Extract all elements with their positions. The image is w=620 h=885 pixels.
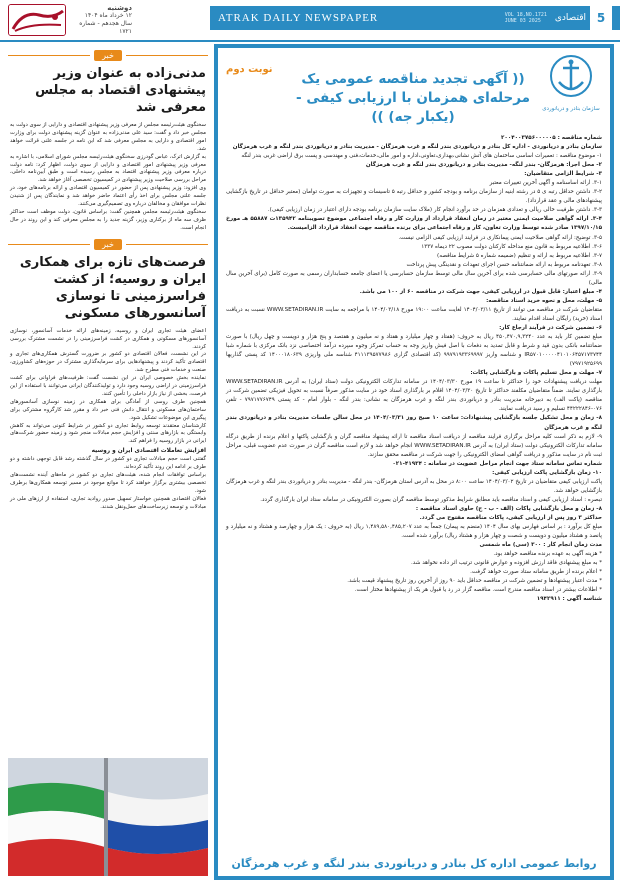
notice-line: * مدت اعتبار پیشنهادها و تضمین شرکت در مناقصه حداقل باید ۹۰ روز از آخرین روز تاریخ پیشنهاد قیمت باشد.	[347, 578, 602, 585]
masthead	[0, 0, 210, 40]
paragraph: به گزارش اترک، عباس گودرزی سخنگوی هیئت‌رئیسه مجلس شورای اسلامی، با اشاره به معرفی وزیر پیشنهادی امور اقتصادی و دارایی از سوی دولت، اظهار کرد: نامه دولت درباره معرفی وزیر پیشنهادی اقتصاد به مجلس رسیده است و طبق آیین‌نامه داخلی، مراحل بررسی صلاحیت وزیر پیشنهادی در کمیسیون تخصصی آغاز خواهد شد.	[10, 153, 206, 184]
notice-line: ۲- محل اجرا: هرمزگان- بندر لنگه- مدیریت بنادر و دریانوردی بندر لنگه و غرب هرمزگان	[365, 162, 602, 169]
notice-line: ۹- لازم به ذکر است کلیه مراحل برگزاری فرایند مناقصه از دریافت اسناد مناقصه تا ارائه پیشنهاد مناقصه گران و بازگشایی پاکتها و اعلام برنده از طریق درگاه سامانه تدارکات الکترونیکی دولت (ستاد ایران) به آدرس WWW.SETADIRAN.IR انجام خواهد شد و لازم است مناقصه گران در صورت عدم عضویت قبلی، مراحل ثبت نام در سایت مذکور و دریافت گواهی امضای الکترونیکی را جهت شرکت در مناقصه محقق سازند.	[226, 433, 603, 458]
header-band	[210, 6, 620, 30]
notice-line: * به مبلغ پیشنهادی فاقد ارزش افزوده و عوارض قانونی ترتیب اثر داده نخواهد شد.	[411, 560, 602, 567]
notice-line: ۶- تضمین شرکت در فرآیند ارجاع کار:	[499, 324, 602, 331]
notice-line: ۷- مهلت و محل تسلیم پاکات و بازگشایی پاکات:	[470, 370, 602, 377]
tender-number: شماره مناقصه : ۲۰۰۴۰۰۳۷۵۶۰۰۰۰۰۵	[500, 135, 602, 141]
notice-line: ۱۰- زمان بازگشایی پاکت ارزیابی کیفی:	[492, 469, 602, 476]
article1-body	[8, 122, 208, 233]
article2-headline: فرصت‌های تازه برای همکاری ایران و روسیه؛ از کشت فراسرزمینی تا نوسازی آسانسورهای مسکونی	[19, 254, 206, 321]
notice-line: ۱- موضوع مناقصه : تعمیرات اساسی ساختمان های آتش نشانی،بهداری،تعاونی،اداره و امور مالی،خدمات،فنی و مهندسی و پست برق اراضی غربی بندر لنگه	[241, 153, 602, 160]
paragraph: همچنین طرف روسی از آمادگی برای همکاری در زمینه نوسازی آسانسورهای ساختمان‌های مسکونی و انتقال دانش فنی خبر داد و مقرر شد کارگروه مشترکی برای پیگیری این موضوعات تشکیل شود.	[10, 398, 206, 421]
notice-title: (( آگهی تجدید مناقصه عمومی یک مرحله‌ای همزمان با ارزیابی کیفی - (یکبار جه) ))	[296, 71, 530, 125]
notice-line: ۳-۴. ارائه گواهی صلاحیت ایمنی معتبر در زمان انعقاد قرارداد از وزارت کار و رفاه اجتماعی موضوع تصویبنامه ۱۳۵۹۴۲ت ۵۵۸۸۷ هـ مورخ ۱۳۹۷/۱۰/۱۵ صادر شده توسط وزارت تعاون، کار و رفاه اجتماعی برای برنده مناقصه جهت انعقاد قرارداد الزامیست.	[226, 216, 602, 232]
masthead-date-text: ۱۲ خرداد ماه ۱۴۰۴	[84, 12, 132, 19]
kicker-label: خبر	[94, 50, 122, 61]
notice-header	[226, 54, 602, 134]
paragraph: وی افزود: وزیر پیشنهادی پس از حضور در کمیسیون اقتصادی و ارائه برنامه‌های خود، در جلسه علنی مجلس برای اخذ رأی اعتماد حاضر خواهد شد و نمایندگان پس از شنیدن نظرات موافقان و مخالفان درباره وی تصمیم‌گیری می‌کنند.	[10, 185, 206, 208]
notice-line: * هزینه آگهی به عهده برنده مناقصه خواهد بود.	[493, 551, 602, 558]
iran-russia-flags-photo	[8, 758, 208, 876]
notice-line: شماره تماس سامانه ستاد جهت انجام مراحل عضویت در سامانه : ۴۱۹۳۴-۰۲۱	[392, 460, 602, 467]
paragraph: براساس توافقات انجام شده، هیئت‌های تجاری دو کشور در ماه‌های آینده نشست‌های تخصصی بیشتری برگزار خواهند کرد تا موانع موجود در مسیر توسعه همکاری‌ها برطرف شود.	[10, 472, 206, 494]
paragraph: اعضای هیئت تجاری ایران و روسیه، زمینه‌های ارائه خدمات آسانسور، نوسازی آسانسورهای مسکونی و همکاری در کشت فراسرزمینی را در نشست مشترک بررسی کردند.	[10, 327, 206, 350]
notice-line: ۸- زمان و محل بازگشایی پاکات (الف - ب - ج) حاوی اسناد مناقصه :	[415, 505, 602, 512]
section-name: اقتصادی	[554, 13, 586, 23]
masthead-day: دوشنبه	[107, 4, 132, 12]
notice-line: ۳-۶. اطلاعیه مربوط به قانون منع مداخله کارکنان دولت مصوب ۲۲ دیماه ۱۳۳۷	[421, 243, 602, 250]
notice-line: ۵- مهلت، محل و نحوه خرید اسناد مناقصه:	[486, 297, 602, 304]
notice-line: پاکت ارزیابی کیفی متقاضیان در تاریخ ۱۴۰۴/۰۳/۰۲ ساعت ۸:۰۰ در محل به آدرس استان هرمزگان- بندر لنگه - مدیریت بنادر و دریانوردی بندر لنگه و غرب هرمزگان بازگشایی خواهد شد.	[226, 478, 603, 494]
page-header	[0, 0, 620, 42]
notice-line: ۳- شرایط الزامی متقاضیان:	[524, 171, 602, 178]
paragraph: سخنگوی هیئت‌رئیسه مجلس همچنین گفت: براساس قانون، دولت موظف است حداکثر ظرف سه ماه از برکناری وزیر، گزینه جدید را به مجلس معرفی کند و این روند در حال انجام است.	[10, 208, 206, 231]
article1-headline: مدنی‌زاده به عنوان وزیر پیشنهادی اقتصاد به مجلس معرفی شد	[35, 66, 206, 115]
paragraph: گفتنی است حجم مبادلات تجاری دو کشور در سال گذشته رشد قابل توجهی داشته و دو طرف بر ادامه این روند تأکید کرده‌اند.	[10, 456, 206, 471]
paragraph: در این نشست، فعالان اقتصادی دو کشور بر ضرورت گسترش همکاری‌های تجاری و اقتصادی تأکید کردند و پیشنهادهایی برای سرمایه‌گذاری مشترک در حوزه‌های کشاورزی، صنعت و خدمات فنی مطرح شد.	[10, 351, 206, 374]
masthead-date	[72, 4, 132, 36]
notice-line: * اطلاعات بیشتر در اسناد مناقصه مندرج است. مناقصه گزار در رد یا قبول هر یک از پیشنهادها مختار است.	[354, 587, 602, 594]
notice-line: حداکثر ۳ روز پس از ارزیابی کیفی، پاکات مناقصه مفتوح می گردد.	[419, 514, 602, 521]
notice-id: شناسه آگهی : ۱۹۴۲۹۱۱	[536, 596, 602, 603]
article2-kicker	[8, 239, 208, 250]
notice-line: ۳-۱. ارائه اساسنامه و آگهی آخرین تغییرات معتبر	[489, 180, 602, 187]
paragraph: کارشناسان معتقدند توسعه روابط تجاری دو کشور در شرایط کنونی می‌تواند به کاهش وابستگی به بازارهای سنتی و افزایش حجم مبادلات منجر شود و زمینه حضور شرکت‌های ایرانی در بازار روسیه را فراهم کند.	[10, 422, 206, 445]
article1-kicker	[8, 50, 208, 61]
paragraph: نماینده بخش خصوصی ایران در این نشست گفت: ظرفیت‌های فراوانی برای کشت فراسرزمینی در اراضی روسیه وجود دارد و تولیدکنندگان ایرانی می‌توانند با استفاده از این فرصت، بخشی از نیاز بازار داخلی را تأمین کنند.	[10, 375, 206, 397]
notice-line: ۳-۹. ارائه صورتهای مالی حسابرسی شده برای آخرین سال مالی توسط سازمان حسابرسی یا اعضای جامعه حسابداران رسمی به صورت کامل (برای آخرین سال مالی)	[226, 270, 602, 286]
anchor-icon	[549, 54, 593, 104]
paper-name: ATRAK DAILY NEWSPAPER	[218, 12, 379, 24]
news-column	[8, 46, 208, 876]
notice-line: مبلغ تضمین کار باید به عدد ۴۵۰,۴۷۰,۹,۳۲۴۰ ریال به حروف: (هفتاد و چهار میلیارد و هفتاد و نه میلیون و هفتصد و پنج هزار و دویست و چهل ریال) با صورت ضمانتنامه بانکی بدون قید و شرط و قابل تمدید به دفعات با اصل فیش واریز وجه به حساب تمرکز وجوه سپرده درآمد اختصاصی نزد بانک مرکزی با شماره شبا IR۵۷۰۱۰۰۰۰۰۴۱۰۱۰۶۴۵۷۱۷۳۷۴۴ و شناسه واریز ۹۹۷۹۱۹۳۳۶۹۹۹۷ (کد اقتصادی گزاری ۴۱۱۱۳۹۵۷۷۹۸۶ شناسه ملی واریزی ۱۴۰۰۰۱۸۰۶۳۹ کد پستی گذاریها ۷۹۷۱۹۲۵۶۹۹)	[226, 334, 602, 368]
tender-notice	[214, 44, 614, 880]
paragraph: فعالان اقتصادی همچنین خواستار تسهیل صدور روادید تجاری، استفاده از ارزهای ملی در مبادلات و توسعه زیرساخت‌های حمل‌ونقل شدند.	[10, 495, 206, 510]
notice-round: نوبت دوم	[226, 64, 273, 75]
masthead-issue: سال هجدهم - شماره ۱۷۲۱	[79, 20, 132, 35]
ports-organization-emblem	[540, 54, 602, 112]
notice-line: ۳-۸. تعهدنامه مربوط به ارائه ضمانتنامه حسن اجرای تعهدات و نقدینگی پیش پرداخت	[406, 261, 602, 268]
notice-line: مبلغ کل برآورد : بر اساس فهارس بهای سال ۱۴۰۴ (منضم به پیمان) جمعاً به عدد ۱,۴۸۹,۵۸۰,۴۸۵,۲۰۷ ریال (به حروف : یک هزار و چهارصد و هشتاد و نه میلیارد و پانصد و هشتاد میلیون و دویست و شصت و چهار هزار و هشتاد ریال) برآورد شده است.	[226, 524, 603, 540]
notice-line: ۳-۵. توضیح: ارائه گواهی صلاحیت ایمنی پیمانکاری در فرایند ارزیابی کیفی الزامی نیست.	[398, 234, 602, 241]
paragraph: سخنگوی هیئت‌رئیسه مجلس از معرفی وزیر پیشنهادی اقتصادی و دارایی از سوی دولت به مجلس خبر داد و گفت: سید علی مدنی‌زاده به عنوان گزینه پیشنهادی دولت برای وزارت امور اقتصادی و دارایی به مجلس معرفی شد که این نامه در جلسه علنی قرائت خواهد شد.	[10, 122, 206, 152]
article2-body	[8, 328, 208, 512]
notice-line: متقاضیان شرکت در مناقصه می توانند از تاریخ ۱۴۰۴/۰۳/۱۱ لغایت ساعت ۱۹:۰۰ مورخ ۱۴۰۴/۰۳/۱۸ با مراجعه به سایت WWW.SETADIRAN.IR نسبت به دریافت اسناد (خرید) رایگان اسناد اقدام نمایند.	[226, 306, 602, 322]
notice-line: ۴- مبلغ اعتبار: قابل قبول در ارزیابی کیفی، جهت شرکت در مناقصه ۶۰ از ۱۰۰ می باشد.	[359, 288, 602, 295]
notice-footer: روابط عمومی اداره کل بنادر و دریانوردی بندر لنگه و غرب هرمزگان	[231, 857, 597, 870]
volume-number: VOL 18,NO.1721	[504, 12, 547, 18]
issue-date: JUNE 03 2025	[504, 18, 541, 24]
emblem-caption: سازمان بنادر و دریانوردی	[542, 106, 600, 112]
notice-line: ۳-۷. اطلاعیه مربوط به ارائه و تنظیم (ضمیمه شماره ۵ شرایط مناقصه)	[437, 252, 602, 259]
issue-info	[505, 12, 547, 24]
notice-body	[226, 134, 602, 604]
notice-line: ۸- زمان و محل تشکیل جلسه بازگشایی پیشنهادات: ساعت ۱۰ صبح روز ۱۴۰۴/۰۳/۳۱ در محل سالن جلسات مدیریت بنادر و دریانوردی بندر لنگه و غرب هرمزگان	[226, 415, 602, 431]
notice-line: سازمان بنادر و دریانوردی - اداره کل بنادر و دریانوردی بندر لنگه و غرب هرمزگان - مدیریت بنادر و دریانوردی بندر لنگه و غرب هرمزگان	[232, 144, 602, 151]
notice-line: مدت زمان انجام کار : ۳۰۰ (سی) ماه شمسی	[479, 542, 602, 549]
page-number: 5	[590, 6, 612, 30]
notice-line: تبصره : اسناد ارزیابی کیفی و اسناد مناقصه باید مطابق شرایط مذکور توسط مناقصه گران بصورت الکترونیکی در سامانه ستاد ایران بارگذاری گردد.	[260, 496, 602, 503]
notice-line: مهلت دریافت پیشنهادات خود را حداکثر تا ساعت ۱۹ مورخ ۱۴۰۴/۰۳/۳۰ در سامانه تدارکات الکترونیکی دولت (ستاد ایران) به آدرس WWW.SETADIRAN.IR بارگذاری نمایند. ضمناً متقاضیان مکلفند حداکثر تا تاریخ ۱۴۰۴/۰۳/۳۰ اقلام بر بارگذاری اسناد خود در سایت مذکور صرفاً نسبت به تحویل فیزیکی تضمین شرکت در مناقصه (پاکت الف) به دبیرخانه مدیریت بنادر و دریانوردی بندر لنگه و غرب هرمزگان به نشانی: بندر لنگه - بلوار امام - کد پستی ۷۹۷۱۷۷۶۷۴۹ - تلفن ۰۷۶-۴۴۲۲۲۸۴۶ تسلیم و رسید دریافت نمایند.	[226, 379, 602, 413]
notice-line: * اعلام برنده از طریق سامانه ستاد صورت خواهد گرفت.	[470, 569, 602, 576]
newspaper-logo	[8, 4, 66, 36]
notice-line: ۳-۳. داشتن ظرفیت خالی ریالی و تعدادی همزمان در حد برآورد انجام کار (ملاک سایت سازمان برنامه بودجه دارای اعتبار در زمان ارزیابی کیفی).	[267, 207, 602, 214]
kicker-label: خبر	[94, 239, 122, 250]
notice-line: ۳-۲. داشتن حداقل رتبه ی ۵ در رشته ابنیه از سازمان برنامه و بودجه کشور و حداقل رتبه ۵ تاسیسات و تجهیزات به صورت توامان (معتبر حداقل در تاریخ بازگشایی پیشنهادهای مالی و عقد قرارداد).	[226, 189, 603, 205]
article2-subhead: افزایش تعاملات اقتصادی ایران و روسیه	[91, 448, 206, 455]
